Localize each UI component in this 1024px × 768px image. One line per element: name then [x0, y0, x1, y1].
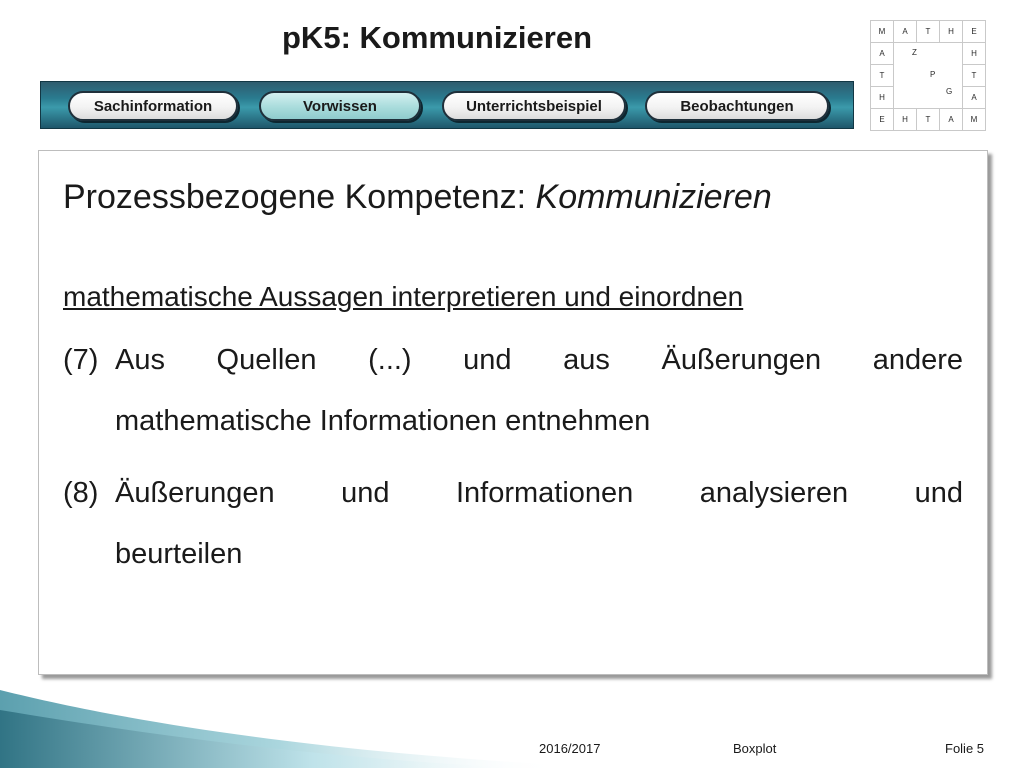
- content-heading: [63, 178, 772, 217]
- footer-year: 2016/2017: [539, 741, 601, 756]
- nav-bar: [40, 81, 854, 129]
- grid-cell: E: [871, 109, 894, 131]
- grid-cell: A: [940, 109, 963, 131]
- heading-italic-text: Kommunizieren: [535, 178, 772, 216]
- grid-cell: H: [871, 87, 894, 109]
- grid-cell: M: [871, 21, 894, 43]
- grid-cell: H: [963, 43, 986, 65]
- grid-cell: A: [894, 21, 917, 43]
- grid-cell: T: [917, 21, 940, 43]
- list-item-number: (7): [63, 344, 99, 376]
- nav-button-unterrichtsbeispiel[interactable]: Unterrichtsbeispiel: [442, 91, 626, 121]
- grid-letter-z: Z: [912, 48, 917, 57]
- grid-center: [894, 43, 963, 109]
- list-item-text: [115, 330, 963, 452]
- list-item-line: Aus Quellen (...) und aus Äußerungen andere: [115, 344, 963, 376]
- grid-cell: T: [871, 65, 894, 87]
- grid-cell: M: [963, 109, 986, 131]
- content-box: [38, 150, 988, 675]
- heading-text: Prozessbezogene Kompetenz:: [63, 178, 536, 216]
- grid-cell: T: [917, 109, 940, 131]
- list-item: [63, 330, 963, 452]
- grid-letter-g: G: [946, 87, 953, 96]
- grid-cell: A: [871, 43, 894, 65]
- nav-button-vorwissen[interactable]: Vorwissen: [259, 91, 421, 121]
- decorative-swoosh: [0, 680, 560, 768]
- content-subheading: mathematische Aussagen interpretieren und einordnen: [63, 281, 744, 312]
- nav-button-sachinformation[interactable]: Sachinformation: [68, 91, 238, 121]
- list-item-number: (8): [63, 477, 99, 509]
- grid-cell: A: [963, 87, 986, 109]
- footer-slide-number: Folie 5: [945, 741, 985, 756]
- nav-button-beobachtungen[interactable]: Beobachtungen: [645, 91, 829, 121]
- slide-title: pK5: Kommunizieren: [282, 20, 593, 55]
- grid-cell: H: [894, 109, 917, 131]
- grid-cell: E: [963, 21, 986, 43]
- list-item-text: [115, 463, 963, 585]
- grid-letter-p: P: [930, 70, 936, 79]
- footer-topic: Boxplot: [733, 741, 777, 756]
- list-item-line: Äußerungen und Informationen analysieren und: [115, 477, 963, 509]
- list-item-line: mathematische Informationen entnehmen: [115, 405, 651, 437]
- list-item: [63, 463, 963, 585]
- math-grid-logo: [870, 20, 986, 131]
- grid-cell: T: [963, 65, 986, 87]
- list-item-line: beurteilen: [115, 538, 243, 570]
- grid-cell: H: [940, 21, 963, 43]
